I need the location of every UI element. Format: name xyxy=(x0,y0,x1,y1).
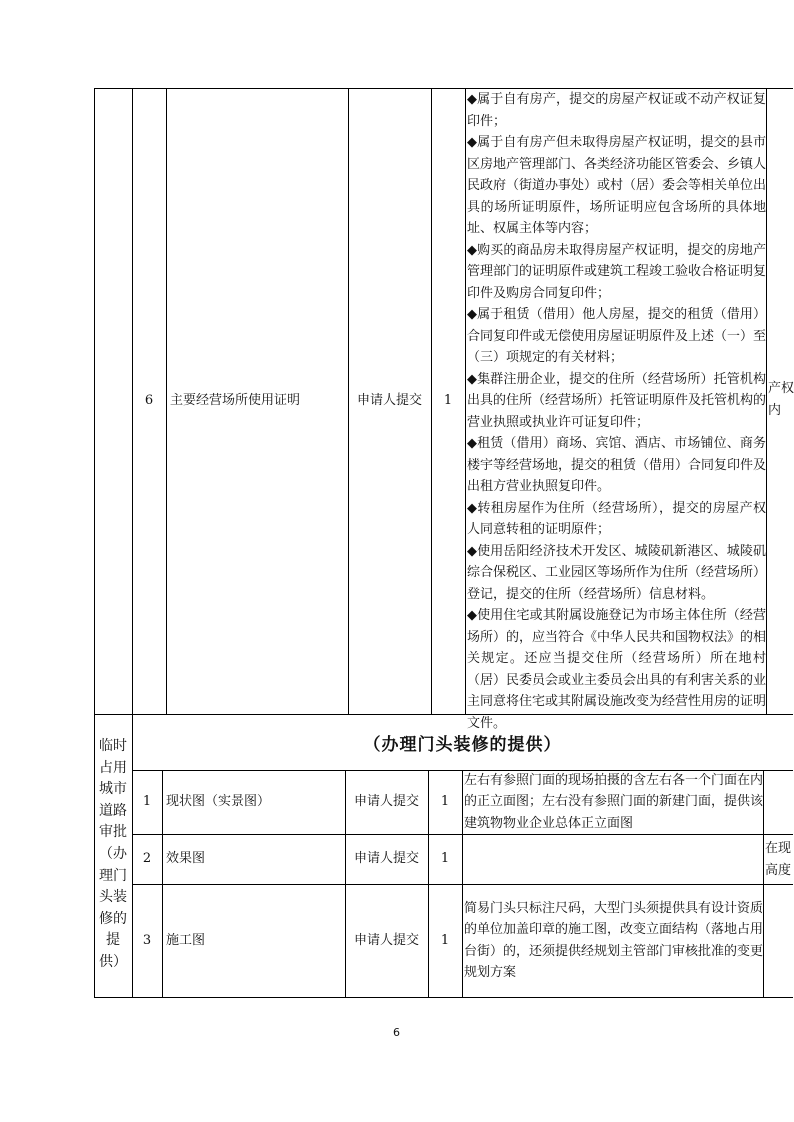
table-border xyxy=(763,770,764,997)
section-label-line: 道路 xyxy=(99,802,127,819)
table-border xyxy=(94,997,793,998)
desc-paragraph: ◆租赁（借用）商场、宾馆、酒店、市场铺位、商务楼宇等经营场地，提交的租赁（借用）合同复印件及出租方营业执照复印件。 xyxy=(467,436,767,494)
desc-paragraph: ◆属于租赁（借用）他人房屋，提交的租赁（借用）合同复印件或无偿使用房屋证明原件及上述（一）至（三）项规定的有关材料； xyxy=(467,307,767,365)
page-number: 6 xyxy=(393,1026,400,1039)
section-label-line: 理门 xyxy=(99,867,127,884)
table-border xyxy=(462,770,463,997)
table-border xyxy=(766,88,767,714)
item3-source xyxy=(345,884,428,997)
item3-number-text: 3 xyxy=(142,932,152,948)
item3-description xyxy=(464,884,763,997)
item1-material-name xyxy=(166,770,344,834)
section-label-line: 审批 xyxy=(99,824,127,841)
item3-material-name-text: 施工图 xyxy=(166,932,206,948)
section-label-line: 城市 xyxy=(99,781,127,798)
section-heading xyxy=(132,714,793,770)
section-label-line: （办 xyxy=(99,845,127,862)
item3-count-text: 1 xyxy=(440,932,450,948)
section-label-line: 供） xyxy=(99,953,127,970)
row6-description xyxy=(467,89,767,731)
item1-material-name-text: 现状图（实景图） xyxy=(166,794,271,810)
row6-source xyxy=(348,88,431,714)
desc-paragraph: ◆属于自有房产，提交的房屋产权证或不动产权证复印件； xyxy=(467,92,766,129)
table-border xyxy=(166,88,167,714)
section-label-line: 修的 xyxy=(99,910,127,927)
row6-source-text: 申请人提交 xyxy=(356,393,422,409)
section-heading-text: （办理门头装修的提供） xyxy=(363,734,562,755)
row6-material-name-text: 主要经营场所使用证明 xyxy=(170,393,301,409)
item1-description-text: 左右有参照门面的现场拍摄的含左右各一个门面在内的正立面图；左右没有参照门面的新建门面，提供该建筑物物业企业总体正立面图 xyxy=(464,772,764,831)
remark-line: 产权 xyxy=(768,381,794,396)
item1-source xyxy=(345,770,428,834)
item2-number-text: 2 xyxy=(142,851,152,867)
item2-material-name-text: 效果图 xyxy=(166,851,206,867)
remark-line: 内 xyxy=(768,402,782,418)
item2-count xyxy=(428,834,462,884)
item1-description xyxy=(464,770,763,834)
row6-material-name xyxy=(170,88,346,714)
section-label xyxy=(94,736,132,976)
item1-number-text: 1 xyxy=(142,794,152,810)
item2-source-text: 申请人提交 xyxy=(353,851,419,867)
item1-count xyxy=(428,770,462,834)
row6-number-text: 6 xyxy=(144,393,154,409)
desc-paragraph: ◆集群注册企业，提交的住所（经营场所）托管机构出具的住所（经营场所）托管证明原件及托管机构的营业执照或执业许可证复印件； xyxy=(467,371,767,430)
item2-count-text: 1 xyxy=(440,851,450,867)
item3-number xyxy=(132,884,162,997)
desc-paragraph: ◆转租房屋作为住所（经营场所），提交的房屋产权人同意转租的证明原件； xyxy=(467,500,766,537)
section-label-line: 临时 xyxy=(99,738,127,754)
item2-source xyxy=(345,834,428,884)
item2-material-name xyxy=(166,834,344,884)
item3-count xyxy=(428,884,462,997)
row6-number xyxy=(132,88,166,714)
item3-source-text: 申请人提交 xyxy=(353,932,419,948)
remark-line: 高度 xyxy=(765,862,792,878)
item1-source-text: 申请人提交 xyxy=(353,794,419,810)
table-border xyxy=(465,88,466,714)
item1-number xyxy=(132,770,162,834)
item2-number xyxy=(132,834,162,884)
item3-description-text: 简易门头只标注尺码，大型门头须提供具有设计资质的单位加盖印章的施工图，改变立面结构（落地占用台街）的，还须提供经规划主管部门审核批准的变更规划方案 xyxy=(464,900,764,980)
desc-paragraph: ◆购买的商品房未取得房屋产权证明，提交的房地产管理部门的证明原件或建筑工程竣工验收合格证明复印件及购房合同复印件； xyxy=(467,242,767,301)
remark-line: 在现 xyxy=(765,841,792,856)
section-label-line: 头装 xyxy=(99,889,127,906)
row6-count-text: 1 xyxy=(443,393,453,409)
item2-remark xyxy=(765,838,793,882)
desc-paragraph: ◆属于自有房产但未取得房屋产权证明，提交的县市区房地产管理部门、各类经济功能区管委会、乡镇人民政府（街道办事处）或村（居）委会等相关单位出具的场所证明原件，场所证明应包含场所的具体地址、权属主体等内容； xyxy=(467,135,767,236)
row6-remark xyxy=(768,378,793,428)
item3-material-name xyxy=(166,884,344,997)
row6-count xyxy=(431,88,465,714)
table-border xyxy=(162,770,163,997)
section-label-line: 占用 xyxy=(99,759,127,776)
item1-count-text: 1 xyxy=(440,794,450,810)
section-label-line: 提 xyxy=(106,932,120,949)
desc-paragraph: ◆使用住宅或其附属设施登记为市场主体住所（经营场所）的，应当符合《中华人民共和国物权法》的相关规定。还应当提交住所（经营场所）所在地村（居）民委员会或业主委员会出具的有利害关系的业主同意将住宅或其附属设施改变为经营性用房的证明文件。 xyxy=(467,608,767,731)
desc-paragraph: ◆使用岳阳经济技术开发区、城陵矶新港区、城陵矶综合保税区、工业园区等场所作为住所（经营场所）登记，提交的住所（经营场所）信息材料。 xyxy=(467,543,767,602)
